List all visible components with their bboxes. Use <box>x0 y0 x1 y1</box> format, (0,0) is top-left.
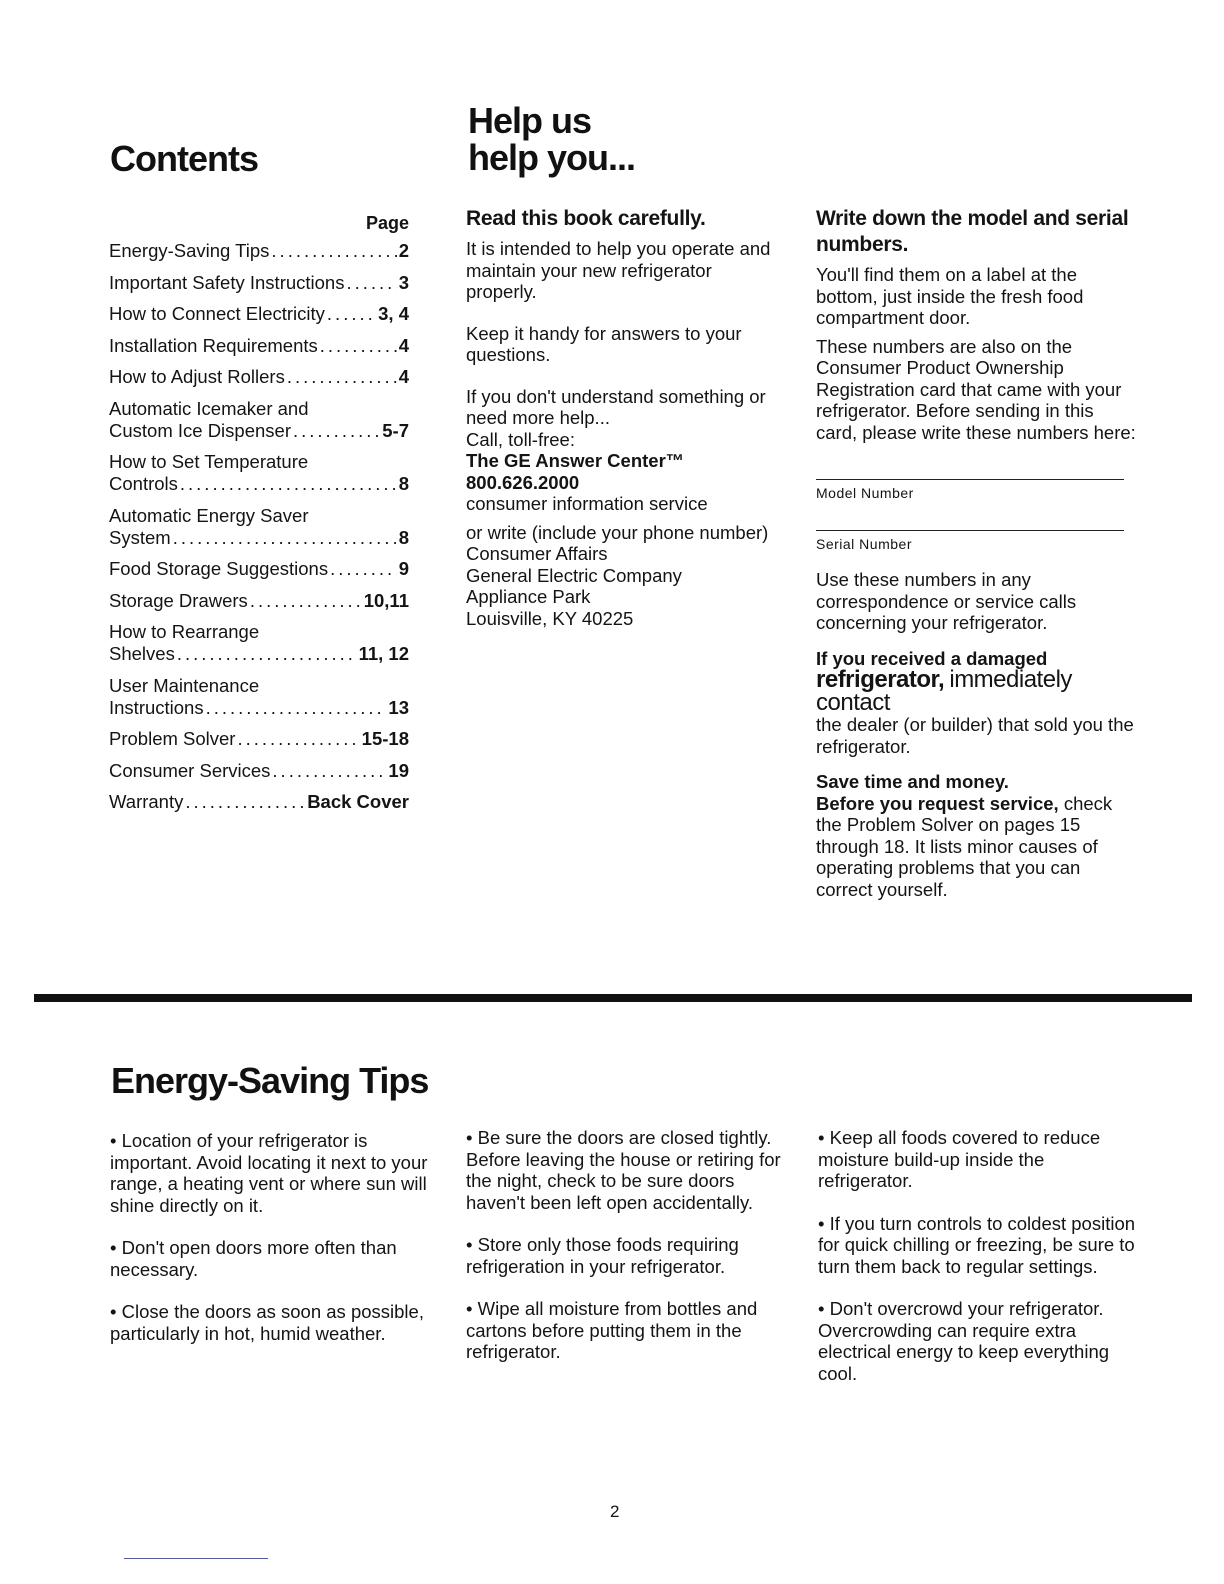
toc-page: 8 <box>398 473 409 494</box>
toc-page: 9 <box>398 558 409 579</box>
tip-item: • If you turn controls to coldest position for quick chilling or freezing, be sure to turn them back to regular settings. <box>818 1213 1136 1278</box>
answer-center: The GE Answer Center™ <box>466 450 685 471</box>
tips-column-3 <box>818 1127 1136 1405</box>
read-paragraph-2: Keep it handy for answers to your questions. <box>466 322 742 365</box>
toc-label-line1: Automatic Icemaker and <box>109 397 309 419</box>
address-line: Louisville, KY 40225 <box>466 607 634 629</box>
toc-label: System <box>109 526 171 548</box>
toc-label: Warranty <box>109 791 184 812</box>
toc-entry[interactable] <box>109 675 409 719</box>
page-number: 2 <box>610 1502 620 1521</box>
tip-item: • Keep all foods covered to reduce moisture build-up inside the refrigerator. <box>818 1127 1136 1192</box>
damaged-bold-2: refrigerator, <box>816 666 945 693</box>
toc-page: 3, 4 <box>378 303 409 324</box>
write-line: or write (include your phone number) <box>466 521 769 543</box>
address-line: Appliance Park <box>466 586 591 607</box>
toc-page: 10,11 <box>363 589 409 611</box>
serial-number-line[interactable] <box>816 530 1124 531</box>
tip-item: • Don't overcrowd your refrigerator. Overcrowding can require extra electrical energy to keep everything cool. <box>818 1298 1136 1384</box>
section-divider <box>34 994 1192 1002</box>
toc-label: Custom Ice Dispenser <box>109 419 291 441</box>
address-line: General Electric Company <box>466 564 682 586</box>
toc-entry[interactable] <box>109 303 409 325</box>
model-number-line[interactable] <box>816 479 1124 480</box>
toc-entry[interactable] <box>109 272 409 294</box>
model-paragraph-2: These numbers are also on the Consumer Product Ownership Registration card that came with your refrigerator. Before sending in this card, please write these numbers here: <box>816 335 1136 443</box>
toc-page: 4 <box>398 334 409 356</box>
toc-entry[interactable] <box>109 621 409 665</box>
save-heading: Save time and money. <box>816 771 1009 792</box>
toc-page: 2 <box>398 240 409 261</box>
toc-label: Food Storage Suggestions <box>109 558 329 579</box>
toc-label: Instructions <box>109 696 204 718</box>
toc-page: 11, 12 <box>358 643 409 664</box>
toc-page: 4 <box>398 366 409 387</box>
toc-page: 8 <box>398 526 409 548</box>
toc-label-line1: Automatic Energy Saver <box>109 504 309 526</box>
toc-label: How to Adjust Rollers <box>109 366 285 387</box>
toc-page: 15-18 <box>361 728 409 749</box>
toc-entry[interactable] <box>109 760 409 782</box>
tip-item: • Don't open doors more often than necessary. <box>110 1237 428 1280</box>
model-number-label: Model Number <box>816 485 914 501</box>
model-paragraph-3: Use these numbers in any correspondence or service calls concerning your refrigerator. <box>816 569 1077 633</box>
damaged-rest: the dealer (or builder) that sold you the refrigerator. <box>816 714 1134 757</box>
read-heading: Read this book carefully. <box>466 207 706 230</box>
toc-entry[interactable] <box>109 451 409 495</box>
save-bold: Before you request service, <box>816 792 1059 814</box>
toc-page: Back Cover <box>307 791 409 812</box>
help-title <box>468 102 635 176</box>
toc-label: Storage Drawers <box>109 589 248 611</box>
contents-title: Contents <box>110 138 258 179</box>
toc-entry[interactable] <box>109 335 409 357</box>
model-paragraph-1: You'll find them on a label at the bottom, just inside the fresh food compartment door. <box>816 264 1084 328</box>
toc-entry[interactable] <box>109 590 409 612</box>
tips-column-2 <box>466 1127 784 1384</box>
toc-entry[interactable] <box>109 398 409 442</box>
call-line: Call, toll-free: <box>466 428 575 450</box>
toc-page-header: Page <box>365 213 409 233</box>
damaged-big: immediately contact <box>816 666 1072 716</box>
help-title-line1: Help us <box>468 100 592 141</box>
read-paragraph-1: It is intended to help you operate and maintain your new refrigerator properly. <box>466 238 771 302</box>
tip-item: • Store only those foods requiring refrigeration in your refrigerator. <box>466 1234 784 1277</box>
toc-label: Problem Solver <box>109 728 236 749</box>
damaged-bold: If you received a damaged <box>816 647 1048 669</box>
toc-entry[interactable] <box>109 728 409 750</box>
toc-page: 19 <box>388 759 409 781</box>
tip-item: • Wipe all moisture from bottles and cartons before putting them in the refrigerator. <box>466 1298 784 1363</box>
toc-entry[interactable] <box>109 558 409 580</box>
model-heading: Write down the model and serial numbers. <box>816 207 1129 256</box>
toc-label: Energy-Saving Tips <box>109 240 270 261</box>
toc-entry[interactable] <box>109 240 409 262</box>
help-section <box>466 206 786 629</box>
save-rest: check the Problem Solver on pages 15 through 18. It lists minor causes of operating problems that you can correct yourself. <box>816 792 1113 900</box>
toc-entry[interactable] <box>109 366 409 388</box>
address-line: Consumer Affairs <box>466 543 608 564</box>
toc-label-line1: User Maintenance <box>109 674 260 696</box>
phone-number[interactable]: 800.626.2000 <box>466 471 580 493</box>
tip-item: • Be sure the doors are closed tightly. Before leaving the house or retiring for the night, check to be sure doors haven't been left open accidentally. <box>466 1127 784 1213</box>
toc-label: Installation Requirements <box>109 334 318 356</box>
energy-title: Energy-Saving Tips <box>111 1060 429 1101</box>
toc-label-line1: How to Set Temperature <box>109 451 309 472</box>
help-title-line2: help you... <box>468 137 636 178</box>
toc-entry[interactable] <box>109 505 409 549</box>
toc-page: 5-7 <box>382 419 409 441</box>
tip-item: • Close the doors as soon as possible, particularly in hot, humid weather. <box>110 1301 428 1344</box>
toc-page: 13 <box>388 696 409 718</box>
service-line: consumer information service <box>466 493 708 514</box>
toc-label: How to Connect Electricity <box>109 303 325 324</box>
table-of-contents <box>109 212 409 823</box>
toc-page: 3 <box>398 271 409 293</box>
bottom-rule <box>124 1558 268 1559</box>
serial-number-label: Serial Number <box>816 536 912 552</box>
read-paragraph-3: If you don't understand something or need more help... <box>466 385 766 428</box>
toc-label-line1: How to Rearrange <box>109 621 260 642</box>
tips-column-1 <box>110 1130 428 1365</box>
toc-label: Important Safety Instructions <box>109 271 345 293</box>
toc-label: Controls <box>109 473 178 494</box>
toc-label: Shelves <box>109 643 175 664</box>
toc-entry[interactable] <box>109 791 409 813</box>
tip-item: • Location of your refrigerator is important. Avoid locating it next to your range, a heating vent or where sun will shine directly on it. <box>110 1130 428 1216</box>
model-section <box>816 206 1136 900</box>
toc-label: Consumer Services <box>109 759 271 781</box>
